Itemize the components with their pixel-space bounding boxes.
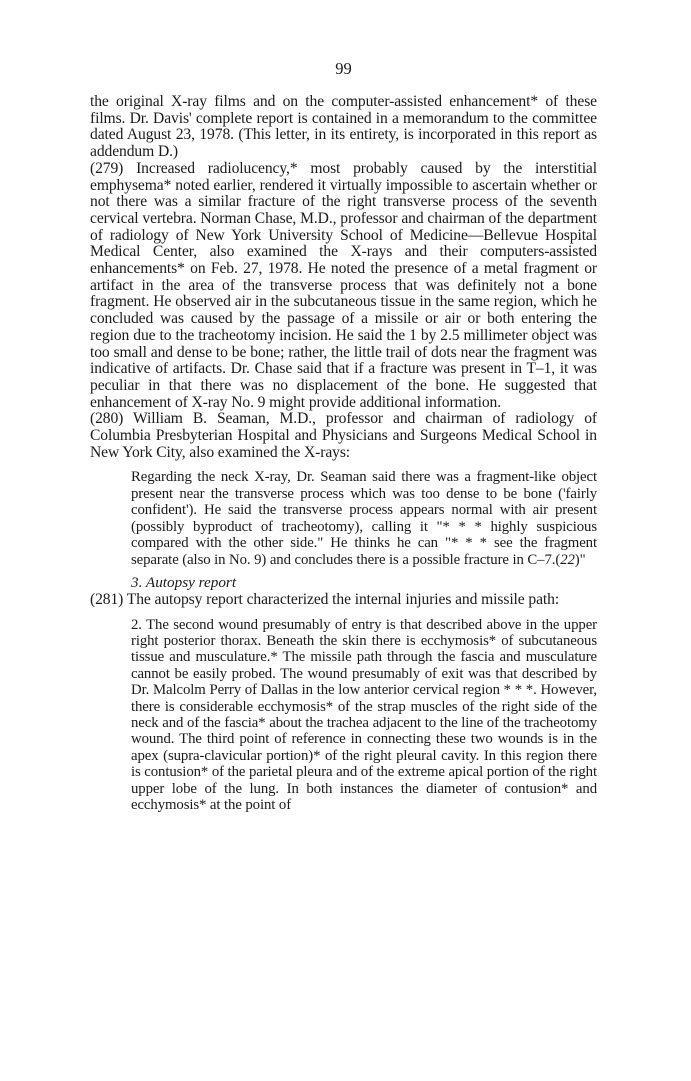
paragraph-279: (279) Increased radiolucency,* most probably caused by the interstitial emphysema* noted earlier, rendered it virtually impossible to ascertain whether or not there was a similar fracture of the right transverse process of the seventh cervical vertebra. Norman Chase, M.D., professor and chairman of the department of radiology of New York University School of Medicine—Bellevue Hospital Medical Center, also examined the X-rays and their computers-assisted enhancements* on Feb. 27, 1978. He noted the presence of a metal fragment or artifact in the area of the transverse process that was definitely not a bone fragment. He observed air in the subcutaneous tissue in the same region, which he concluded was caused by the passage of a missile or air or both entering the region due to the tracheotomy incision. He said the 1 by 2.5 millimeter object was too small and dense to be bone; rather, the little trail of dots near the fragment was indicative of artifacts. Dr. Chase said that if a fracture was present in T–1, it was peculiar in that there was no displacement of the bone. He suggested that enhancement of X-ray No. 9 might provide additional information. [90, 159, 597, 411]
page-number: 99 [335, 59, 352, 78]
seaman-quote-end: )" [574, 551, 586, 568]
paragraph-continued: the original X-ray films and on the computer-assisted enhancement* of these films. Dr. Davis' complete report is contained in a memorandum to the committee dated August 23, 1978. (This letter, in its entirety, is incorporated in this report as addendum D.) [90, 93, 597, 161]
seaman-quote [131, 469, 597, 567]
paragraph-281: (281) The autopsy report characterized the internal injuries and missile path: [90, 590, 560, 608]
document-page [90, 58, 597, 819]
autopsy-quote: 2. The second wound presumably of entry is that described above in the upper right posterior thorax. Beneath the skin there is ecchymosis* of subcutaneous tissue and musculature.* The missile path through the fascia and musculature cannot be easily probed. The wound presumably of exit was that described by Dr. Malcolm Perry of Dallas in the low anterior cervical region * * *. However, there is considerable ecchymosis* of the strap muscles of the right side of the neck and of the fascia* about the trachea adjacent to the line of the tracheotomy wound. The third point of reference in connecting these two wounds is in the apex (supra-clavicular portion)* of the right pleural cavity. In this region there is contusion* of the parietal pleura and of the extreme apical portion of the right upper lobe of the lung. In both instances the diameter of contusion* and ecchymosis* at the point of [131, 616, 597, 814]
footnote-reference: 22 [560, 551, 575, 568]
paragraph-280: (280) William B. Seaman, M.D., professor and chairman of radiology of Columbia Presbyterian Hospital and Physicians and Surgeons Medical School in New York City, also examined the X-rays: [90, 410, 597, 461]
section-heading-autopsy-report: 3. Autopsy report [131, 573, 237, 591]
seaman-quote-text: Regarding the neck X-ray, Dr. Seaman said there was a fragment-like object present near the transverse process which was too dense to be bone ('fairly confident'). He said the transverse process appears normal with air present (possibly byproduct of tracheotomy), calling it "* * * highly suspicious compared with the other side." He thinks he can "* * * see the fragment separate (also in No. 9) and concludes there is a possible fracture in C–7.( [131, 469, 597, 568]
